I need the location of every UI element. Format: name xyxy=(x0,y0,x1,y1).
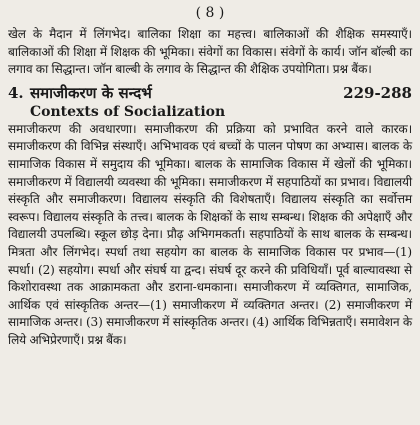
chapter-page-range: 229-288 xyxy=(343,83,412,102)
previous-chapter-topics: खेल के मैदान में लिंगभेद। बालिका शिक्षा का महत्त्व। बालिकाओं की शैक्षिक समस्याएँ। बालिकाओं की शिक्षा में शिक्षक की भूमिका। संवेगों का विकास। संवेगों के कार्य। जॉन बॉल्बी का लगाव का सिद्धान्त। जॉन बाल्बी के लगाव के सिद्धान्त की शैक्षिक उपयोगिता। प्रश्न बैंक। xyxy=(8,27,412,77)
chapter-number: 4. xyxy=(8,83,24,102)
chapter-topics: समाजीकरण की अवधारणा। समाजीकरण की प्रक्रिया को प्रभावित करने वाले कारक। समाजीकरण की विभिन्न संस्थाएँ। अभिभावक एवं बच्चों के पालन पोषण का अभ्यास। बालक के सामाजिक विकास में समुदाय की भूमिका। बालक के सामाजिक विकास में खेलों की भूमिका। समाजीकरण में विद्यालयी व्यवस्था की भूमिका। समाजीकरण में सहपाठियों का प्रभाव। विद्यालयी संस्कृति और समाजीकरण। विद्यालय संस्कृति की विशेषताएँ। विद्यालय संस्कृति का सर्वोत्तम स्वरूप। विद्यालय संस्कृति के तत्त्व। बालक के शिक्षकों के साथ सम्बन्ध। शिक्षक की अपेक्षाएँ और विद्यालयी उपलब्धि। स्कूल छोड़ देना। प्रौढ़ अभिगमकर्ता। सहपाठियों के साथ बालक के सम्बन्ध। मित्रता और लिंगभेद। स्पर्धा तथा सहयोग का बालक के सामाजिक विकास पर प्रभाव—(1) स्पर्धा। (2) सहयोग। स्पर्धा और संघर्ष या द्वन्द। संघर्ष दूर करने की प्रविधियाँ। पूर्व बाल्यावस्था से किशोरावस्था तक आक्रामकता और डराना-धमकाना। समाजीकरण में व्यक्तिगत, सामाजिक, आर्थिक एवं सांस्कृतिक अन्तर—(1) समाजीकरण में व्यक्तिगत अन्तर। (2) समाजीकरण में सामाजिक अन्तर। (3) समाजीकरण में सांस्कृतिक अन्तर। (4) आर्थिक विभिन्नताएँ। समावेशन के लिये अभिप्रेरणाएँ। प्रश्न बैंक। xyxy=(8,121,412,347)
chapter-title-english: Contexts of Socialization xyxy=(30,103,226,120)
chapter-heading xyxy=(8,83,412,103)
chapter-title-hindi: समाजीकरण के सन्दर्भ xyxy=(30,83,152,102)
page-number: ( 8 ) xyxy=(195,5,225,21)
